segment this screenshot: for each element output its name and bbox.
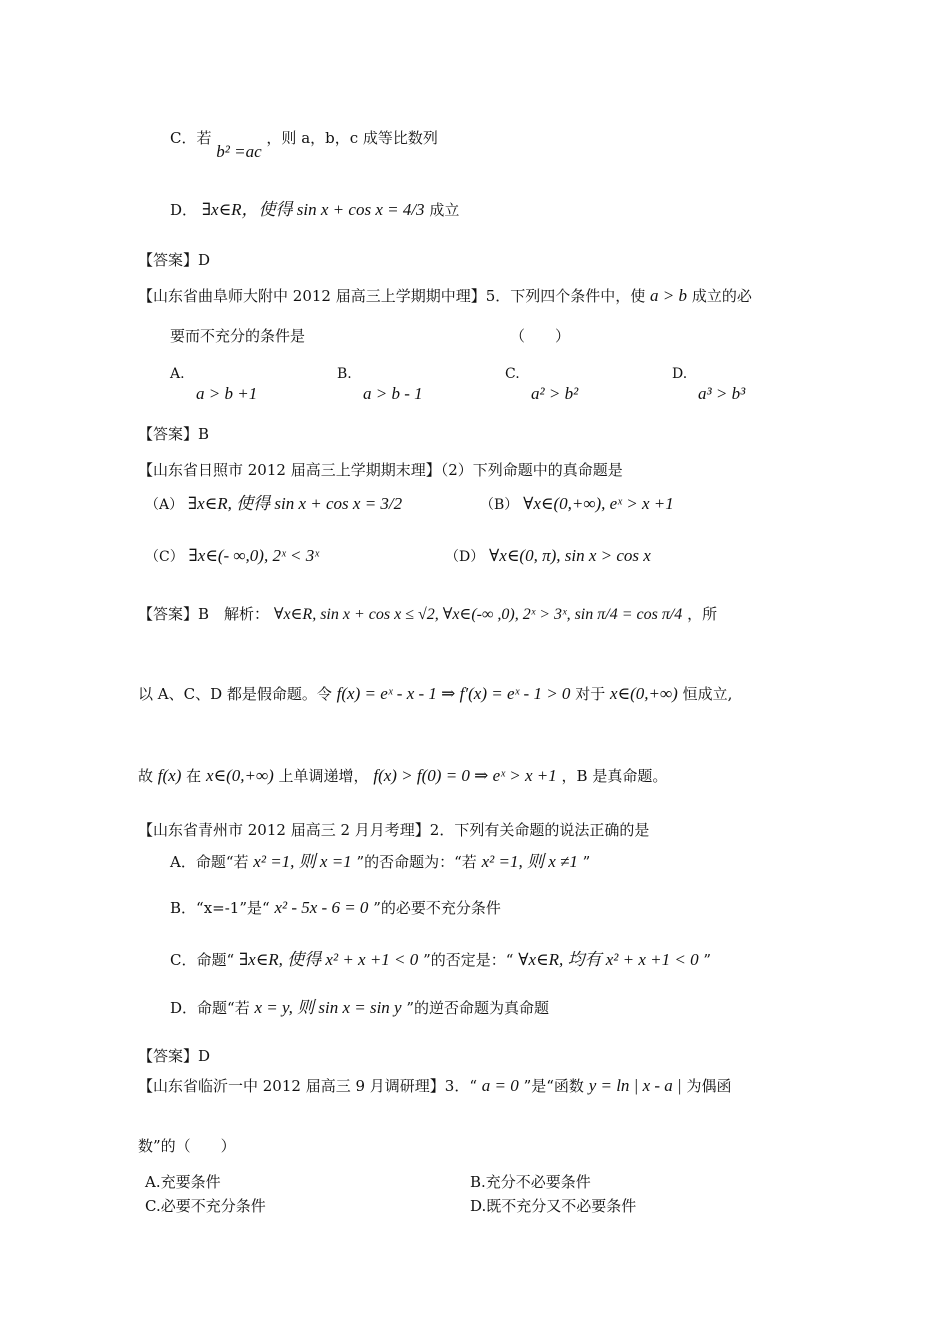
option-c	[505, 364, 578, 405]
text: 故	[138, 767, 154, 785]
label: D.	[672, 366, 688, 382]
text: 在	[186, 767, 202, 785]
option-c	[170, 950, 711, 970]
solution-line	[138, 604, 717, 625]
text: 对于	[575, 685, 606, 703]
text: ，所	[687, 605, 718, 623]
math: ∃x∈R, 使得 x² + x +1 < 0	[238, 950, 419, 969]
option-b	[480, 494, 674, 515]
math: ∀x∈R, 均有 x² + x +1 < 0	[518, 950, 699, 969]
label: A.	[170, 366, 185, 382]
text: 成立的必	[691, 287, 752, 305]
text: 以 A、C、D 都是假命题。令	[138, 685, 332, 703]
question-heading	[138, 1076, 732, 1096]
solution-line	[138, 766, 667, 786]
answer-blank: （ ）	[510, 327, 571, 345]
math: a > b	[650, 286, 688, 305]
text: 为偶函	[686, 1077, 732, 1095]
text: ”	[703, 951, 712, 969]
math: a = 0	[481, 1076, 519, 1095]
choice-c: C.必要不充分条件	[145, 1197, 266, 1215]
math: f(x) = eˣ - x - 1 ⇒ f′(x) = eˣ - 1 > 0	[336, 684, 571, 703]
option-a	[145, 494, 402, 515]
math: x² - 5x - 6 = 0	[274, 898, 369, 917]
text: ，则 a，b，c 成等比数列	[266, 129, 438, 147]
math: ∀x∈(0, π), sin x > cos x	[489, 546, 651, 565]
label: （C）	[145, 549, 184, 565]
text: B．“x=-1”是“	[170, 899, 270, 917]
math: ∃x∈R，使得 sin x + cos x = 4/3	[201, 200, 425, 219]
math: f(x)	[157, 766, 182, 785]
text: 【山东省曲阜师大附中 2012 届高三上学期期中理】5．下列四个条件中，使	[138, 287, 646, 305]
text: 【山东省临沂一中 2012 届高三 9 月调研理】3．“	[138, 1077, 478, 1095]
option-d	[445, 546, 651, 567]
text: ”的否命题为：“若	[356, 853, 477, 871]
math: b² =ac	[216, 142, 262, 161]
question-heading	[138, 286, 752, 306]
text: ”是“函数	[523, 1077, 584, 1095]
option-a	[170, 852, 590, 872]
text: ”的否定是：“	[423, 951, 514, 969]
math: f(x) > f(0) = 0 ⇒ eˣ > x +1	[373, 766, 557, 785]
option-a	[170, 364, 257, 405]
label: C.	[505, 366, 520, 382]
question-continuation: 数”的（ ）	[138, 1137, 236, 1155]
text: A．命题“若	[170, 853, 249, 871]
math: a > b - 1	[363, 384, 423, 403]
text: D．	[170, 201, 198, 219]
option-d	[672, 364, 745, 405]
label: B.	[337, 366, 352, 382]
text: 恒成立,	[682, 685, 733, 703]
math: ∃x∈R, 使得 sin x + cos x = 3/2	[187, 494, 403, 513]
label: （B）	[480, 497, 519, 513]
choice-b: B.充分不必要条件	[470, 1173, 591, 1191]
math: a > b +1	[196, 384, 258, 403]
question-continuation	[170, 326, 571, 346]
math: a³ > b³	[698, 384, 746, 403]
text: 【答案】B 解析：	[138, 605, 270, 623]
choice-a: A.充要条件	[145, 1173, 221, 1191]
option-c	[145, 546, 319, 567]
answer-line: 【答案】D	[138, 1047, 211, 1065]
answer-line: 【答案】D	[138, 251, 211, 269]
text: 上单调递增，	[278, 767, 369, 785]
text: C．命题“	[170, 951, 235, 969]
math: ∀x∈R, sin x + cos x ≤ √2, ∀x∈(-∞ ,0), 2ˣ > 3ˣ, sin π/4 = cos π/4	[273, 606, 683, 623]
math: ∀x∈(0,+∞), eˣ > x +1	[523, 494, 674, 513]
math: x = y, 则 sin x = sin y	[254, 998, 402, 1017]
option-c-line	[170, 128, 438, 161]
choice-d: D.既不充分又不必要条件	[470, 1197, 637, 1215]
text: 要而不充分的条件是	[170, 327, 306, 345]
option-b	[337, 364, 423, 405]
text: ”的必要不充分条件	[373, 899, 501, 917]
text: ”的逆否命题为真命题	[406, 999, 550, 1017]
math: x∈(0,+∞)	[205, 766, 274, 785]
math: a² > b²	[531, 384, 579, 403]
math: x² =1, 则 x =1	[253, 852, 352, 871]
option-d	[170, 998, 549, 1018]
label: （D）	[445, 549, 485, 565]
math: x² =1, 则 x ≠1	[481, 852, 578, 871]
solution-line	[138, 684, 732, 704]
text: ”	[582, 853, 591, 871]
math: x∈(0,+∞)	[610, 684, 678, 703]
text: D．命题“若	[170, 999, 250, 1017]
question-heading: 【山东省日照市 2012 届高三上学期期末理】（2）下列命题中的真命题是	[138, 461, 623, 479]
question-heading: 【山东省青州市 2012 届高三 2 月月考理】2．下列有关命题的说法正确的是	[138, 821, 650, 839]
text: 成立	[429, 201, 460, 219]
option-d-line	[170, 200, 459, 220]
text: C．若	[170, 129, 212, 147]
text: ，B 是真命题。	[561, 767, 668, 785]
math: y = ln | x - a |	[588, 1076, 682, 1095]
math: ∃x∈(- ∞,0), 2ˣ < 3ˣ	[188, 546, 320, 565]
answer-line: 【答案】B	[138, 425, 210, 443]
option-b	[170, 898, 501, 918]
label: （A）	[145, 497, 184, 513]
